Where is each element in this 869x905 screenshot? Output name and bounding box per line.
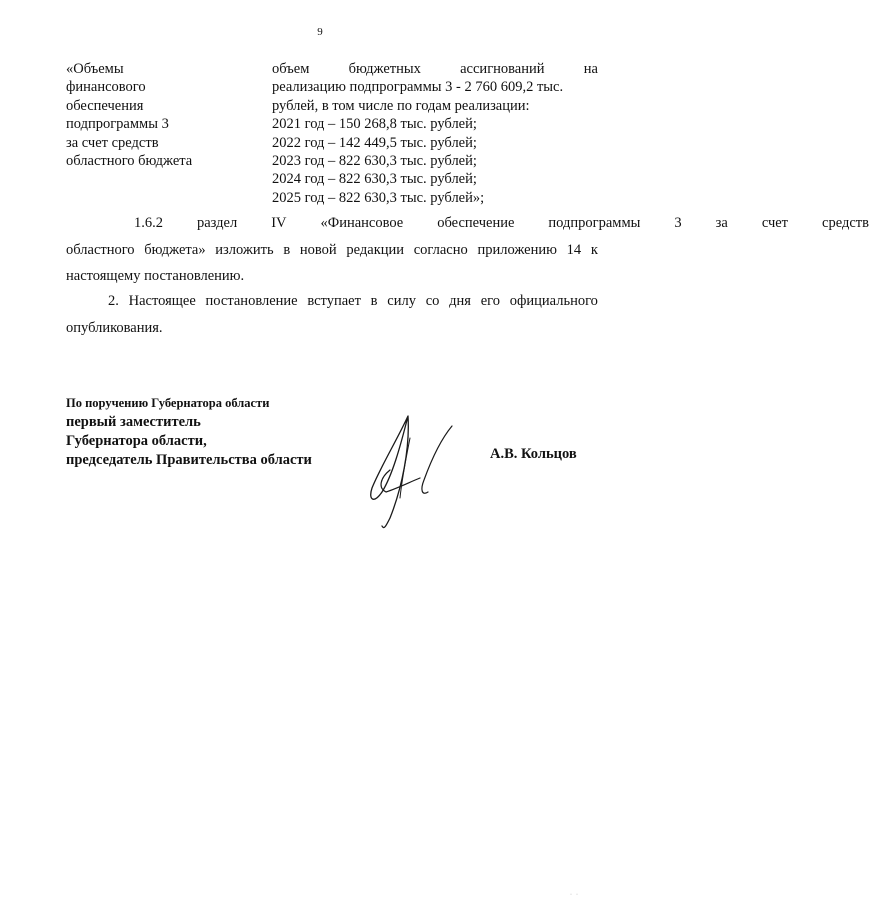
paragraph-2 (66, 288, 598, 341)
word: за (715, 215, 728, 231)
table-right-line: 2021 год – 150 268,8 тыс. рублей; (272, 116, 477, 133)
funding-table (66, 60, 598, 207)
page-number: 9 (317, 26, 323, 38)
signature-authority-line: По поручению Губернатора области (66, 396, 270, 410)
signature-title-line: председатель Правительства области (66, 452, 312, 468)
paragraph-line (66, 237, 598, 264)
table-left-column (66, 60, 272, 207)
paragraph-line (66, 210, 869, 237)
table-right-line: 2023 год – 822 630,3 тыс. рублей; (272, 153, 477, 170)
signer-name: А.В. Кольцов (490, 446, 577, 462)
word: средств (822, 215, 869, 231)
word: на (583, 61, 598, 77)
word: счет (761, 215, 789, 231)
word: официального (509, 293, 598, 309)
word: бюджета» (144, 241, 206, 258)
handwritten-signature (350, 408, 470, 538)
word: «Финансовое (320, 215, 404, 231)
table-right-line: 2025 год – 822 630,3 тыс. рублей»; (272, 189, 485, 206)
table-left-line: подпрограммы 3 (66, 116, 169, 133)
table-right-column (272, 60, 598, 207)
signature-title-line: Губернатора области, (66, 433, 207, 449)
word: его (480, 293, 500, 309)
table-right-line: 2024 год – 822 630,3 тыс. рублей; (272, 171, 477, 188)
table-left-line: «Объемы (66, 61, 124, 77)
paragraph-1-6-2 (66, 210, 869, 290)
word: дня (449, 293, 471, 309)
word: ассигнований (460, 61, 545, 77)
table-right-line: рублей, в том числе по годам реализации: (272, 97, 530, 114)
word: 3 (674, 215, 682, 231)
word: к (590, 241, 598, 258)
word: приложению (477, 241, 557, 258)
word: новой (299, 241, 337, 258)
word: в (370, 293, 378, 309)
word: бюджетных (348, 61, 421, 77)
word: Настоящее (128, 293, 196, 309)
word: изложить (215, 241, 274, 258)
word: 14 (566, 241, 582, 258)
word: обеспечение (437, 215, 515, 231)
word: в (283, 241, 291, 258)
word: 1.6.2 (134, 215, 163, 231)
table-left-line: областного бюджета (66, 153, 193, 170)
word: раздел (197, 215, 238, 231)
word: согласно (413, 241, 468, 258)
word: областного (66, 241, 135, 258)
word: постановление (205, 293, 298, 309)
table-left-line: финансового (66, 79, 146, 96)
signature-block (66, 393, 312, 470)
paragraph-line (66, 288, 598, 315)
word: IV (271, 215, 287, 231)
scan-mark: ·· (570, 892, 582, 898)
table-left-line: за счет средств (66, 134, 159, 151)
word: объем (272, 61, 310, 77)
table-left-line: обеспечения (66, 97, 144, 114)
table-right-line: 2022 год – 142 449,5 тыс. рублей; (272, 134, 477, 151)
paragraph-line: настоящему постановлению. (66, 268, 245, 284)
word: подпрограммы (548, 215, 641, 231)
signature-title-line: первый заместитель (66, 414, 201, 430)
paragraph-line: опубликования. (66, 319, 163, 336)
word: вступает (307, 293, 361, 309)
table-right-first-line (272, 60, 598, 78)
word: редакции (346, 241, 405, 258)
word: со (425, 293, 440, 309)
table-right-line: реализацию подпрограммы 3 - 2 760 609,2 тыс. (272, 79, 564, 96)
word: силу (387, 293, 416, 309)
paragraph-number: 2. (108, 293, 119, 309)
